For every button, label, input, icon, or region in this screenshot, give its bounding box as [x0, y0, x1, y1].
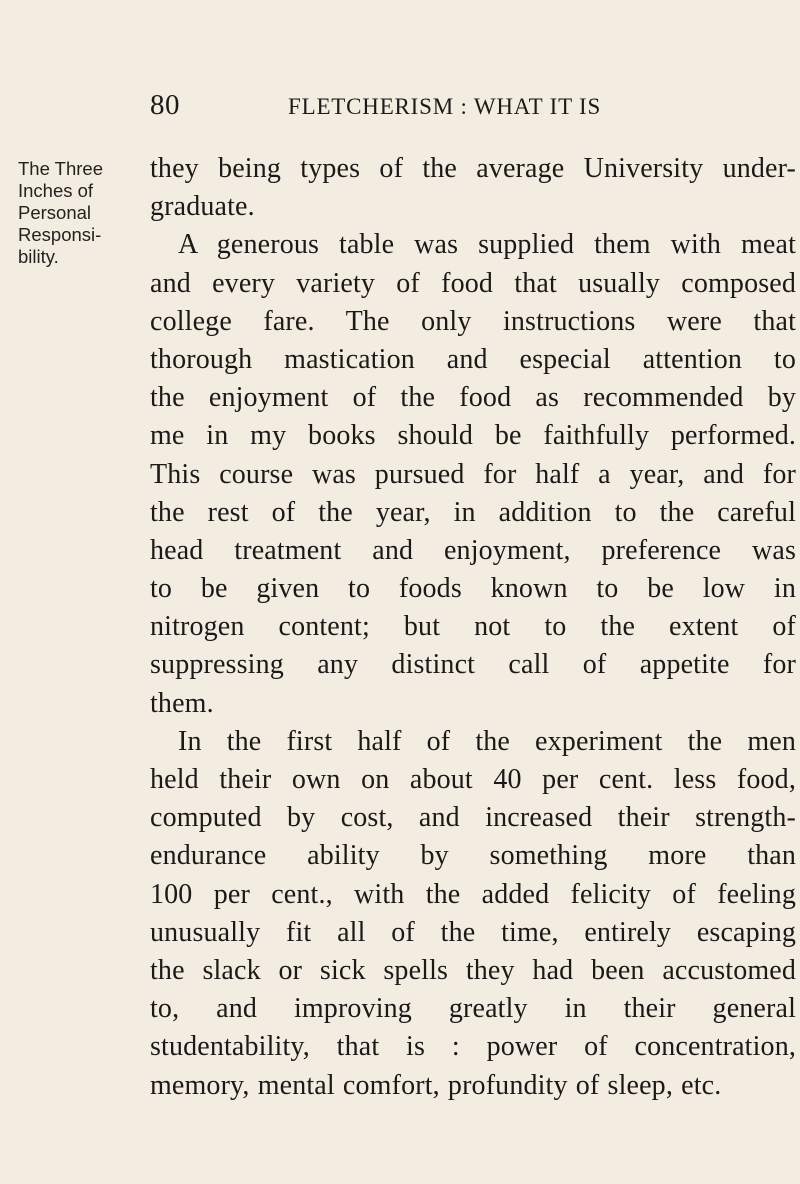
- text-line: 100 per cent., with the added felicity of feeling: [150, 878, 796, 910]
- text-line: to, and improving greatly in their general: [150, 993, 796, 1025]
- text-line: nitrogen content; but not to the extent of: [150, 611, 796, 643]
- text-line: memory, mental comfort, profundity of sleep, etc.: [150, 1069, 722, 1101]
- text-line: graduate.: [150, 191, 255, 223]
- text-line: A generous table was supplied them with meat: [178, 229, 796, 261]
- text-line: head treatment and enjoyment, preference was: [150, 534, 796, 566]
- text-line: the enjoyment of the food as recommended by: [150, 382, 796, 414]
- text-line: suppressing any distinct call of appetite for: [150, 649, 796, 681]
- text-line: thorough mastication and especial attention to: [150, 343, 796, 375]
- text-line: the slack or sick spells they had been accustomed: [150, 954, 796, 986]
- page-number: 80: [150, 89, 180, 121]
- text-line: me in my books should be faithfully performed.: [150, 420, 796, 452]
- text-line: In the first half of the experiment the men: [178, 725, 796, 757]
- text-line: them.: [150, 687, 214, 719]
- text-line: college fare. The only instructions were that: [150, 305, 796, 337]
- text-line: held their own on about 40 per cent. less food,: [150, 764, 796, 795]
- text-line: the rest of the year, in addition to the careful: [150, 496, 796, 528]
- body-text: [150, 150, 796, 1105]
- running-head: [150, 88, 784, 122]
- text-line: they being types of the average University under-: [150, 153, 796, 184]
- text-line: endurance ability by something more than: [150, 840, 796, 872]
- running-head-title: FLETCHERISM : WHAT IT IS: [288, 94, 602, 119]
- margin-sidenote: The Three Inches of Personal Responsi- bility.: [18, 158, 104, 267]
- text-line: unusually fit all of the time, entirely escaping: [150, 916, 796, 948]
- text-line: and every variety of food that usually composed: [150, 267, 796, 299]
- text-line: This course was pursued for half a year, and for: [150, 458, 796, 490]
- text-line: studentability, that is : power of concentration,: [150, 1031, 796, 1063]
- text-line: computed by cost, and increased their strength-: [150, 802, 796, 834]
- text-line: to be given to foods known to be low in: [150, 573, 796, 605]
